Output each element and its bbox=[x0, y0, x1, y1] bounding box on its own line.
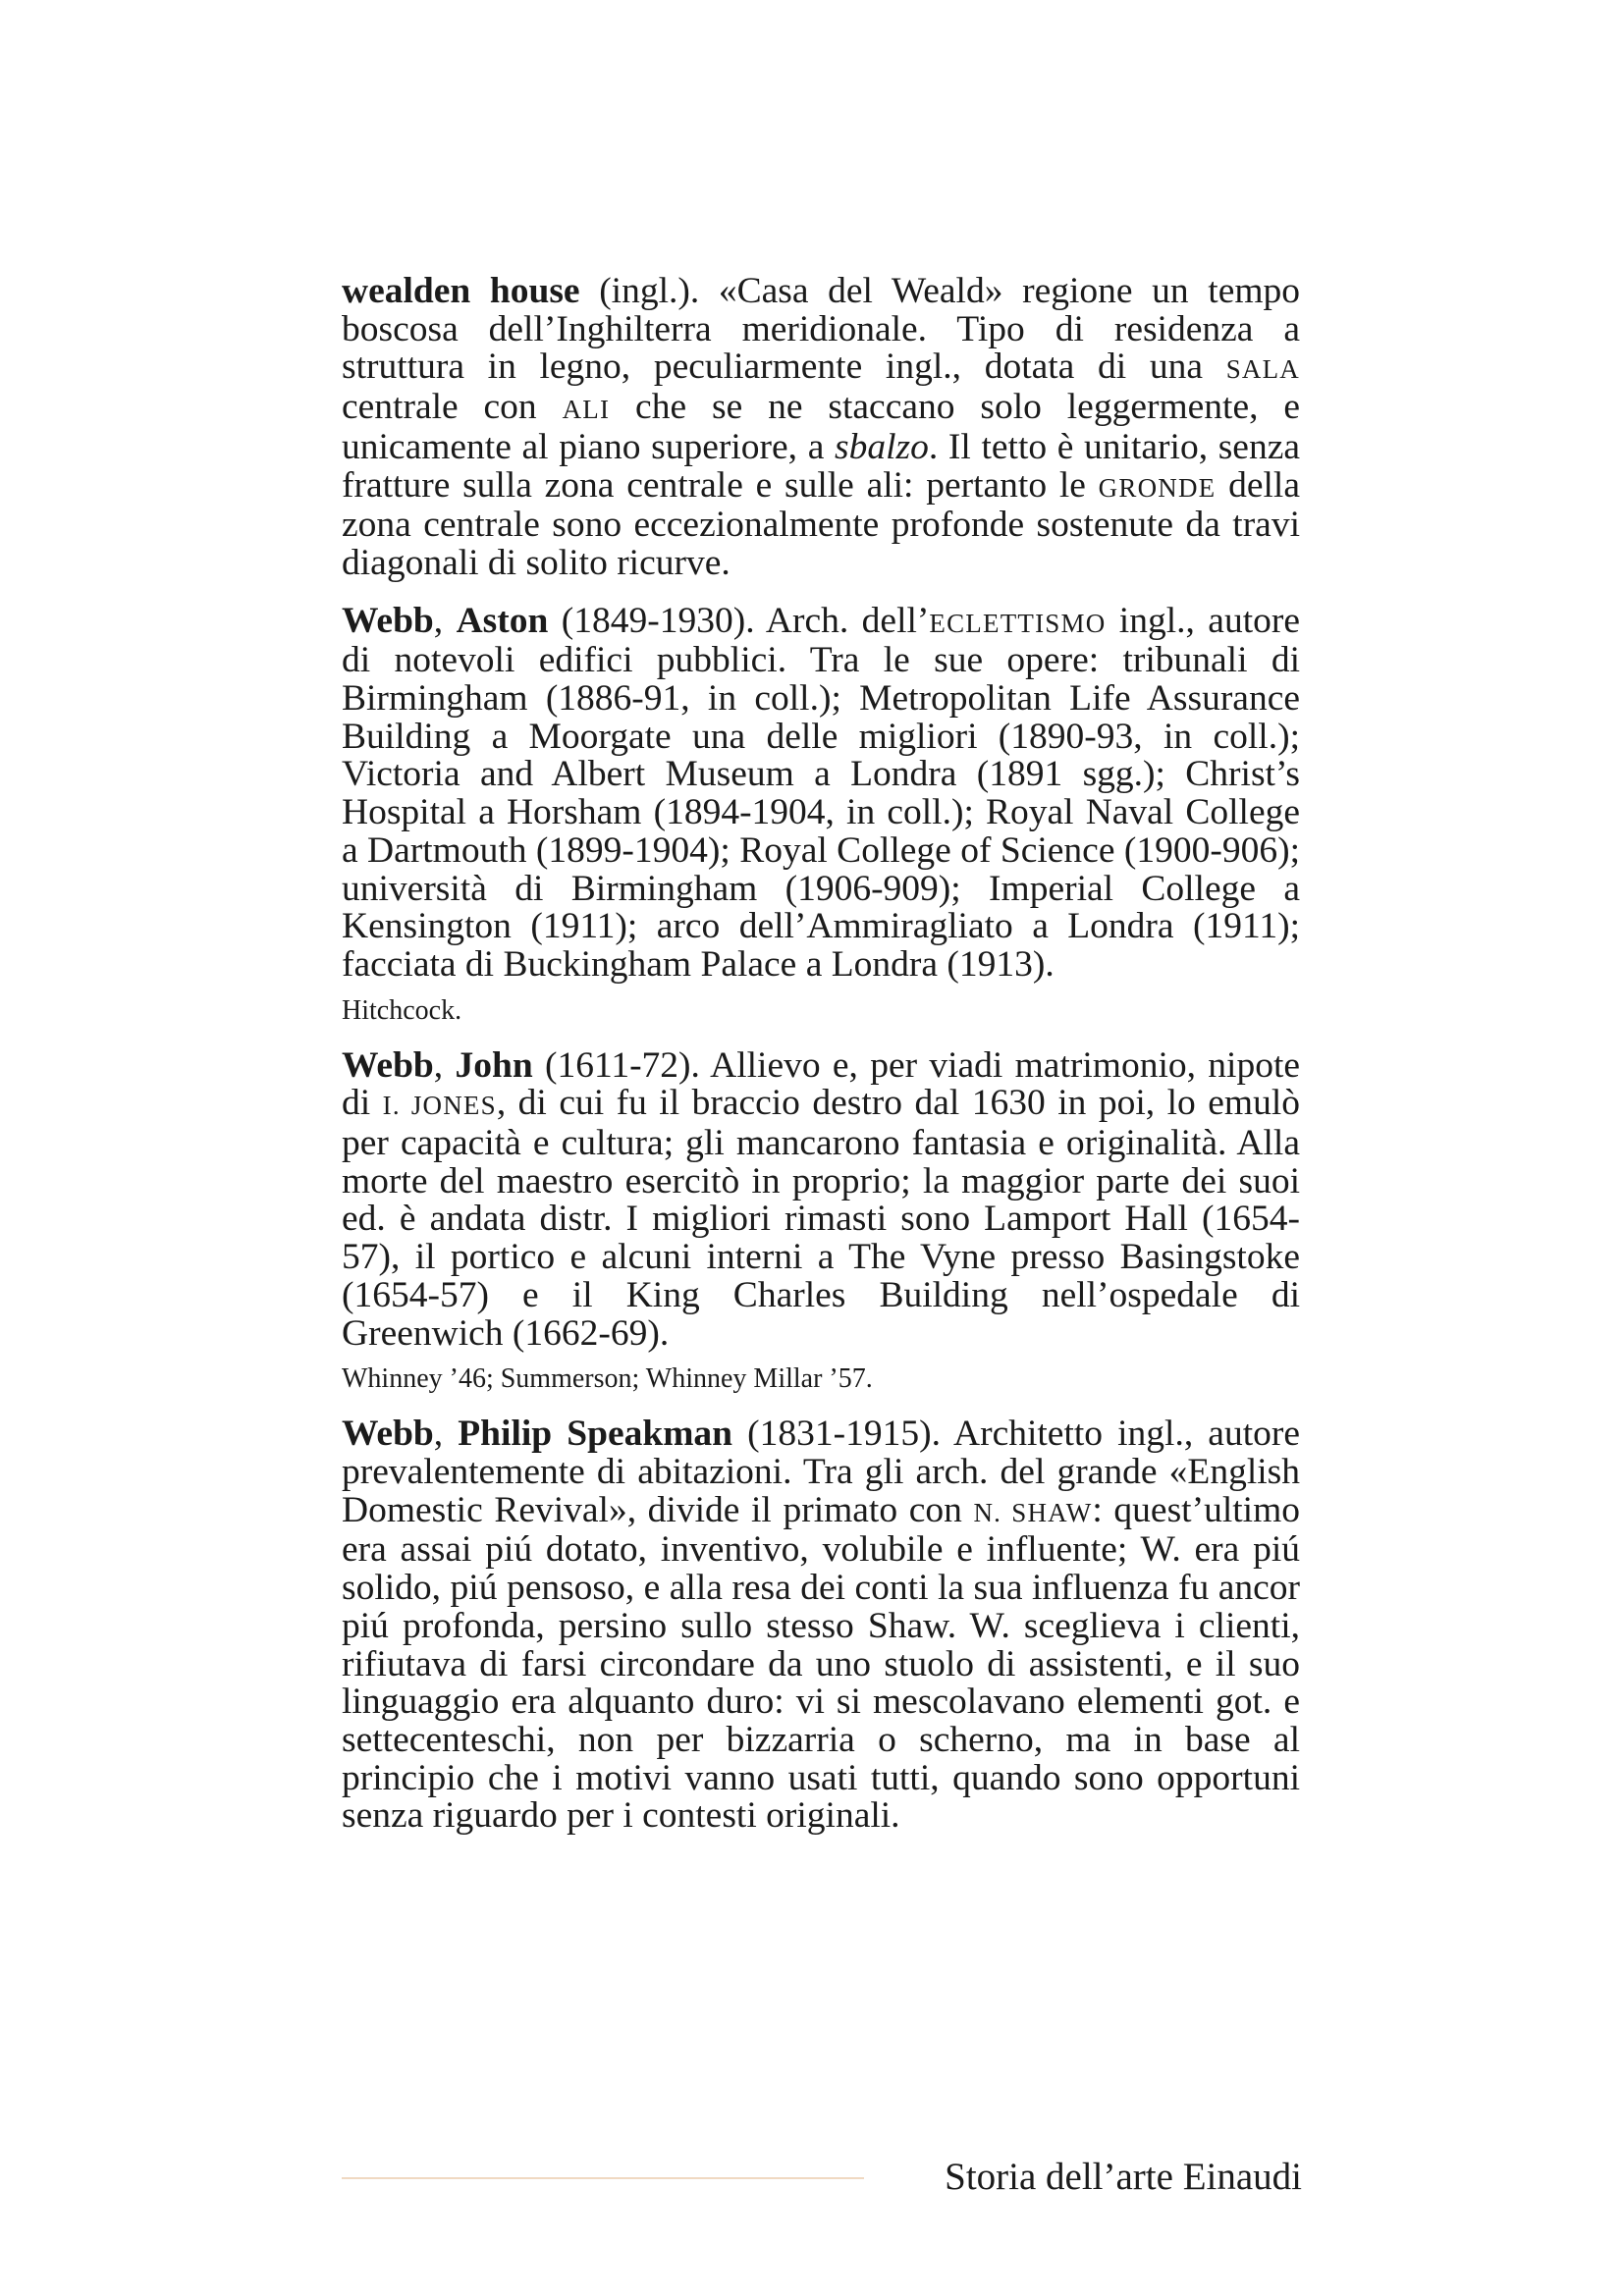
cross-reference: GRONDE bbox=[1098, 472, 1217, 503]
entry-body: Webb, Aston (1849-1930). Arch. dell’ECLETTISMO ingl., autore di notevoli edifici pubblici. Tra le sue opere: tribunali di Birmingham (1886-91, in coll.); Metropolitan Life Assurance Building a Moorgate una delle migliori (1890-93, in coll.); Victoria and Albert Museum a Londra (1891 sgg.); Christ’s Hospital a Horsham (1894-1904, in coll.); Royal Naval College a Dartmouth (1899-1904); Royal College of Science (1900-906); università di Birmingham (1906-909); Imperial College a Kensington (1911); arco dell’Ammiragliato a Londra (1911); facciata di Buckingham Palace a Londra (1913). bbox=[342, 600, 1300, 985]
entry-webb-aston bbox=[342, 600, 1300, 1028]
headword-given-name: Aston bbox=[456, 600, 549, 641]
cross-reference: ALI bbox=[562, 395, 611, 425]
bibliography: Hitchcock. bbox=[342, 994, 462, 1026]
headword-given-name: Philip Speakman bbox=[458, 1414, 733, 1455]
text-column bbox=[342, 273, 1300, 1855]
cross-reference: ECLETTISMO bbox=[929, 608, 1107, 638]
entry-body: wealden house (ingl.). «Casa del Weald» regione un tempo boscosa dell’Inghilterra meridionale. Tipo di residenza a struttura in legno, peculiarmente ingl., dotata di una SALA centrale con ALI che se ne staccano solo leggermente, e unicamente al piano superiore, a sbalzo. Il tetto è unitario, senza fratture sulla zona centrale e sulle ali: pertanto le GRONDE della zona centrale sono eccezionalmente profonde sostenute da travi diagonali di solito ricurve. bbox=[342, 271, 1301, 583]
entry-body: Webb, John (1611-72). Allievo e, per viadi matrimonio, nipote di I. JONES, di cui fu il braccio destro dal 1630 in poi, lo emulò per capacità e cultura; gli mancarono fantasia e originalità. Alla morte del maestro esercitò in proprio; la maggior parte dei suoi ed. è andata distr. I migliori rimasti sono Lamport Hall (1654-57), il portico e alcuni interni a The Vyne presso Basingstoke (1654-57) e il King Charles Building nell’ospedale di Greenwich (1662-69). bbox=[342, 1044, 1301, 1354]
footer-title: Storia dell’arte Einaudi bbox=[945, 2156, 1302, 2198]
headword: wealden house bbox=[342, 271, 580, 311]
bibliography: Whinney ’46; Summerson; Whinney Millar ’57. bbox=[342, 1363, 873, 1395]
footer-rule bbox=[342, 2177, 864, 2179]
headword-surname: Webb bbox=[342, 1414, 434, 1455]
cross-reference: N. SHAW bbox=[973, 1497, 1093, 1527]
entry-wealden-house bbox=[342, 273, 1300, 583]
cross-reference: I. JONES bbox=[382, 1091, 497, 1121]
cross-reference: SALA bbox=[1225, 354, 1300, 385]
headword-given-name: John bbox=[455, 1044, 533, 1086]
entry-webb-john bbox=[342, 1044, 1301, 1397]
entry-body: Webb, Philip Speakman (1831-1915). Architetto ingl., autore prevalentemente di abitazioni. Tra gli arch. del grande «English Domestic Revival», divide il primato con N. SHAW: quest’ultimo era assai piú dotato, inventivo, volubile e influente; W. era piú solido, piú pensoso, e alla resa dei conti la sua influenza fu ancor piú profonda, persino sullo stesso Shaw. W. sceglieva i clienti, rifiutava di farsi circondare da uno stuolo di assistenti, e il suo linguaggio era alquanto duro: vi si mescolavano elementi got. e settecenteschi, non per bizzarria o scherno, ma in base al principio che i motivi vanno usati tutti, quando sono opportuni senza riguardo per i contesti originali. bbox=[342, 1414, 1300, 1837]
headword-surname: Webb bbox=[342, 600, 434, 641]
headword-surname: Webb bbox=[342, 1044, 434, 1086]
italic-term: sbalzo bbox=[835, 426, 929, 467]
entry-webb-philip bbox=[342, 1415, 1300, 1836]
